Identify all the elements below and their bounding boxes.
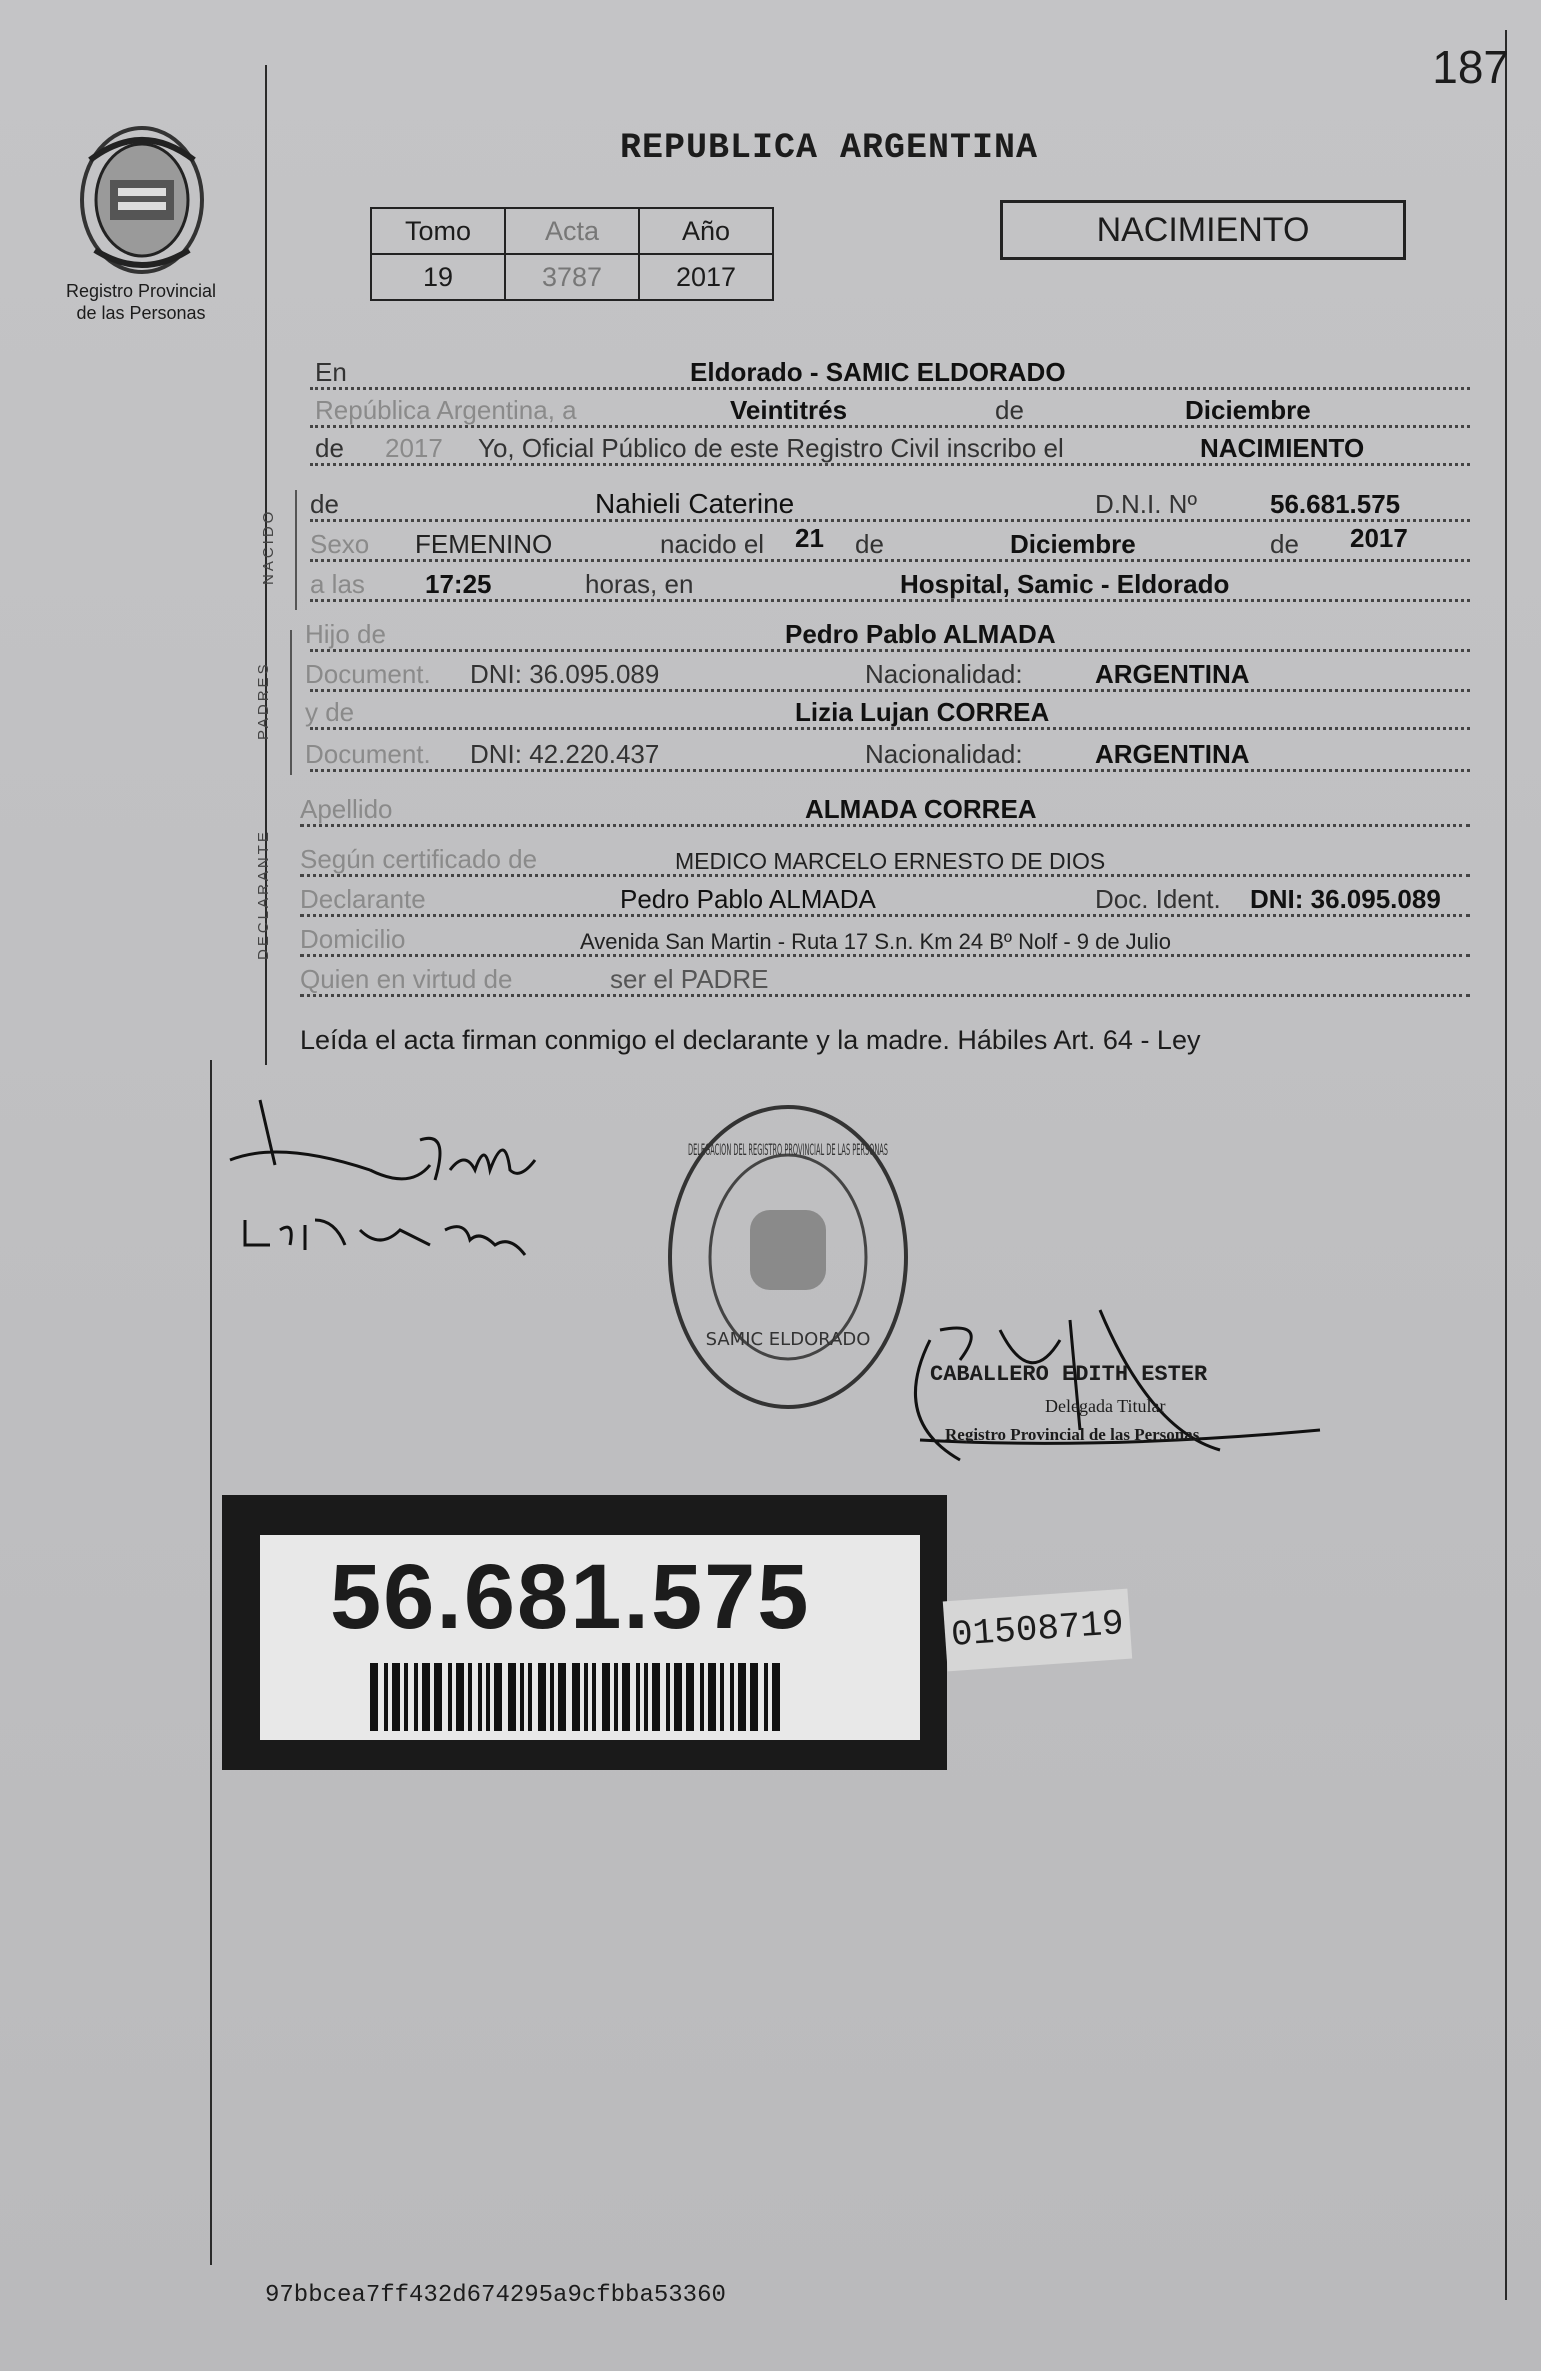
label-de: de [995,395,1024,425]
value-nacido-dia: 21 [795,523,824,553]
value-madre-nac: ARGENTINA [1095,739,1250,769]
label-nacido-de2: de [1270,529,1299,559]
value-madre: Lizia Lujan CORREA [795,697,1050,727]
value-dia: Veintitrés [730,395,848,425]
logo-label-line2: de las Personas [76,303,206,323]
barcode-bar [494,1663,502,1731]
barcode-bar [686,1663,694,1731]
barcode-bar [720,1663,724,1731]
label-oficial: Yo, Oficial Público de este Registro Civil inscribo el [478,433,1064,463]
row-padre [305,619,1470,656]
barcode-bar [486,1663,490,1731]
label-nacionalidad: Nacionalidad: [865,659,1023,689]
label-nombre: de [310,489,339,519]
label-virtud: Quien en virtud de [300,964,513,994]
table-value-tomo: 19 [371,254,505,300]
barcode-label [222,1495,947,1770]
barcode-bar [392,1663,400,1731]
barcode-bar [478,1663,482,1731]
label-republica: República Argentina, a [315,395,577,425]
value-nombre: Nahieli Caterine [595,488,795,519]
value-virtud: ser el PADRE [610,964,769,994]
row-madre [305,697,1470,734]
label-sexo: Sexo [310,529,370,559]
barcode-bar [730,1663,734,1731]
official-office: Registro Provincial de las Personas [945,1425,1200,1444]
barcode-bar [750,1663,758,1731]
label-doc2: Document. [305,739,431,769]
label-nacido: nacido el [660,529,765,559]
row-domicilio [300,925,1470,961]
value-padre-nac: ARGENTINA [1095,659,1250,689]
value-apellido: ALMADA CORREA [805,794,1037,824]
label-nacionalidad2: Nacionalidad: [865,739,1023,769]
barcode-bar [538,1663,546,1731]
parent-signatures [220,1070,580,1270]
barcode-bar [764,1663,768,1731]
official-title: Delegada Titular [1045,1396,1166,1416]
value-declarante: Pedro Pablo ALMADA [620,884,876,914]
page-number: 187 [1432,41,1509,93]
row-virtud [300,965,1470,1001]
barcode-bar [738,1663,746,1731]
label-declarante: Declarante [300,884,426,914]
stamp-text-inner: SAMIC ELDORADO [705,1329,871,1350]
value-en: Eldorado - SAMIC ELDORADO [690,357,1066,387]
label-doc-ident: Doc. Ident. [1095,884,1221,914]
section-label-padres: PADRES [255,661,272,740]
barcode-inner [260,1535,920,1740]
barcode-bar [528,1663,532,1731]
label-de-anio: de [315,433,344,463]
record-type-box: NACIMIENTO [1000,200,1406,260]
barcode-bar [448,1663,452,1731]
barcode-bar [622,1663,630,1731]
row-padre-doc [305,659,1470,696]
barcode-bar [772,1663,780,1731]
row-sexo [310,523,1470,566]
barcode-bars [370,1663,784,1731]
table-value-acta: 3787 [505,254,639,300]
row-apellido [300,795,1470,831]
barcode-bar [384,1663,388,1731]
left-margin-line-lower [210,1060,212,2265]
value-padre-doc: DNI: 36.095.089 [470,659,660,689]
label-doc: Document. [305,659,431,689]
label-hijo: Hijo de [305,619,386,649]
section-bar-padres [290,630,292,775]
barcode-bar [558,1663,566,1731]
value-dni: 56.681.575 [1270,489,1401,519]
section-label-declarante: DECLARANTE [255,829,272,960]
label-y: y de [305,697,355,727]
serial-tag: 01508719 [943,1589,1132,1672]
barcode-bar [456,1663,464,1731]
value-declarante-dni: DNI: 36.095.089 [1250,884,1441,914]
value-padre: Pedro Pablo ALMADA [785,619,1056,649]
label-apellido: Apellido [300,794,393,824]
barcode-bar [508,1663,516,1731]
barcode-bar [652,1663,660,1731]
barcode-bar [700,1663,704,1731]
row-declarante [300,885,1470,921]
value-certificado: MEDICO MARCELO ERNESTO DE DIOS [675,848,1106,874]
registry-stamp [660,1095,920,1425]
value-anio: 2017 [385,433,443,463]
barcode-bar [468,1663,472,1731]
barcode-bar [550,1663,554,1731]
value-nacido-mes: Diciembre [1010,529,1136,559]
barcode-number: 56.681.575 [330,1546,811,1648]
barcode-bar [370,1663,378,1731]
value-madre-doc: DNI: 42.220.437 [470,739,660,769]
barcode-bar [602,1663,610,1731]
barcode-bar [434,1663,442,1731]
table-header-anio: Año [639,208,773,254]
table-header-acta: Acta [505,208,639,254]
label-dni: D.N.I. Nº [1095,489,1197,519]
barcode-bar [584,1663,588,1731]
row-madre-doc [305,739,1470,776]
official-name: CABALLERO EDITH ESTER [930,1362,1208,1387]
section-bar-nacido [295,490,297,610]
barcode-bar [414,1663,418,1731]
value-nacido-anio: 2017 [1350,523,1408,553]
barcode-bar [404,1663,408,1731]
label-nacido-de: de [855,529,884,559]
row-hora [310,570,1470,606]
value-sexo: FEMENINO [415,529,553,559]
value-lugar: Hospital, Samic - Eldorado [900,569,1230,599]
table-header-tomo: Tomo [371,208,505,254]
barcode-bar [572,1663,580,1731]
table-value-anio: 2017 [639,254,773,300]
official-signature-scribble [900,1300,1320,1480]
document-hash: 97bbcea7ff432d674295a9cfbba53360 [265,2282,726,2309]
section-label-nacido: NACIDO [260,508,277,585]
label-certificado: Según certificado de [300,844,538,874]
label-domicilio: Domicilio [300,924,406,954]
closing-text: Leída el acta firman conmigo el declarante y la madre. Hábiles Art. 64 - Ley [300,1025,1201,1055]
value-hora: 17:25 [425,569,492,599]
stamp-text-outer: DELEGACION DEL REGISTRO PROVINCIAL DE LAS PERSONAS [688,1140,888,1159]
row-certificado [300,845,1470,881]
value-mes: Diciembre [1185,395,1311,425]
registry-logo-label [46,280,236,324]
province-seal-logo [70,120,220,280]
document-title: REPUBLICA ARGENTINA [620,128,1039,168]
barcode-bar [592,1663,596,1731]
row-nombre [310,490,1470,526]
registry-table [370,207,774,301]
right-margin-line [1505,30,1507,2300]
label-horas-en: horas, en [585,569,694,599]
barcode-bar [614,1663,618,1731]
barcode-bar [520,1663,524,1731]
barcode-bar [644,1663,648,1731]
logo-label-line1: Registro Provincial [65,281,217,301]
barcode-bar [708,1663,716,1731]
row-fecha [310,396,1470,432]
label-hora: a las [310,569,365,599]
value-domicilio: Avenida San Martin - Ruta 17 S.n. Km 24 Bº Nolf - 9 de Julio [580,929,1171,954]
row-en [310,358,1470,394]
row-oficial [310,434,1470,470]
barcode-bar [636,1663,640,1731]
label-en: En [315,357,347,387]
barcode-bar [422,1663,430,1731]
barcode-bar [674,1663,682,1731]
value-inscribo: NACIMIENTO [1200,433,1365,463]
barcode-bar [666,1663,670,1731]
